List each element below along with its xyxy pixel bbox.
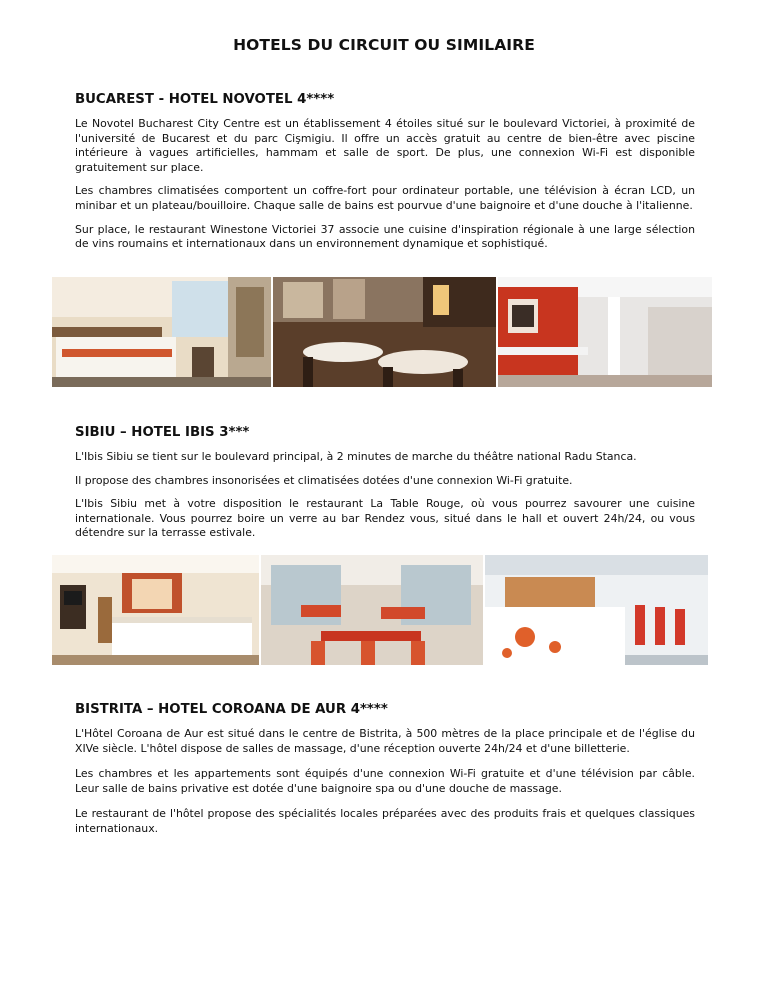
hotel-restaurant-photo [273, 277, 496, 387]
hotel-bar-photo [485, 555, 708, 665]
section-sibiu [75, 425, 695, 550]
document-title: HOTELS DU CIRCUIT OU SIMILAIRE [233, 36, 535, 54]
hotel-room-photo [52, 277, 271, 387]
section-paragraph: Le Novotel Bucharest City Centre est un établissement 4 étoiles situé sur le boulevard Victoriei, à proximité de l'université de Bucarest et du parc Cişmigiu. Il offre un accès gratuit au centre de bien-être avec piscine intérieure à vagues artificielles, hammam et salle de sport. De plus, une connexion Wi-Fi est disponible gratuitement sur place. [75, 117, 695, 174]
photo-row-bucarest [52, 277, 712, 387]
section-paragraph: Sur place, le restaurant Winestone Victoriei 37 associe une cuisine d'inspiration régionale à une large sélection de vins roumains et internationaux dans un environnement dynamique et sophistiqué. [75, 222, 695, 251]
section-paragraph: Les chambres et les appartements sont équipés d'une connexion Wi-Fi gratuite et d'une télévision par câble. Leur salle de bains privative est dotée d'une baignoire spa ou d'une douche de massage. [75, 767, 695, 795]
section-paragraph: L'Ibis Sibiu se tient sur le boulevard principal, à 2 minutes de marche du théâtre national Radu Stanca. [75, 450, 637, 463]
section-paragraph: Les chambres climatisées comportent un coffre-fort pour ordinateur portable, une télévision à écran LCD, un minibar et un plateau/bouilloire. Chaque salle de bains est pourvue d'une baignoire et d'une douche à l'italienne. [75, 184, 695, 212]
photo-row-sibiu [52, 555, 708, 665]
section-heading: BUCAREST - HOTEL NOVOTEL 4**** [75, 92, 335, 107]
hotel-room-photo [52, 555, 259, 665]
section-heading: SIBIU – HOTEL IBIS 3*** [75, 425, 250, 440]
section-paragraph: Il propose des chambres insonorisées et climatisées dotées d'une connexion Wi-Fi gratuite. [75, 473, 573, 487]
section-bucarest [75, 92, 695, 261]
section-bistrita [75, 702, 695, 846]
section-heading: BISTRITA – HOTEL COROANA DE AUR 4**** [75, 702, 388, 717]
section-paragraph: Le restaurant de l'hôtel propose des spécialités locales préparées avec des produits frais et quelques classiques internationaux. [75, 807, 695, 835]
section-paragraph: L'Ibis Sibiu met à votre disposition le restaurant La Table Rouge, où vous pourrez savourer une cuisine internationale. Vous pourrez boire un verre au bar Rendez vous, situé dans le hall et ouvert 24h/24, ou vous détendre sur la terrasse estivale. [75, 497, 695, 540]
hotel-restaurant-photo [261, 555, 483, 665]
hotel-lobby-photo [498, 277, 712, 387]
section-paragraph: L'Hôtel Coroana de Aur est situé dans le centre de Bistrita, à 500 mètres de la place principale et de l'église du XIVe siècle. L'hôtel dispose de salles de massage, d'une réception ouverte 24h/24 et d'une billetterie. [75, 727, 695, 755]
